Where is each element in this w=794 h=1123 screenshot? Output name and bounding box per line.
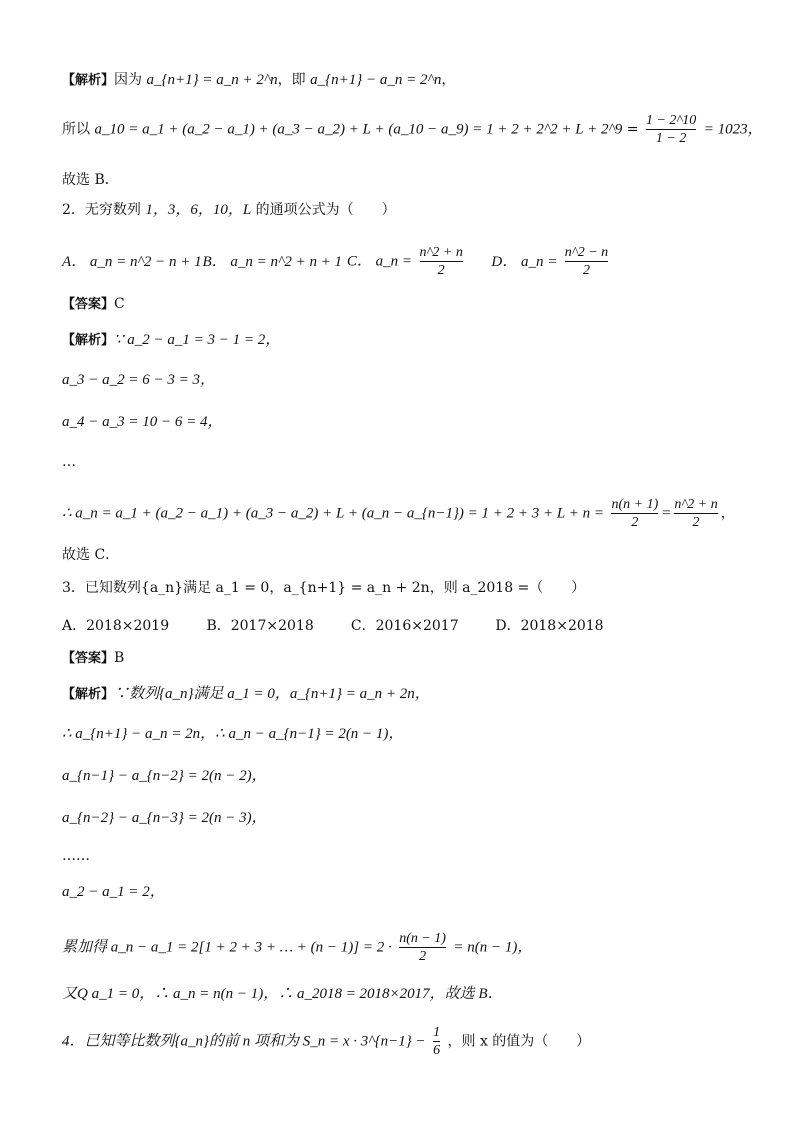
analysis-label: 【解析】 [62,687,115,702]
answer-line: 【答案】C [62,296,125,312]
option-c[interactable]: C． a_n = $\frac{n\^{}2 + n}{2}$ [346,245,463,278]
solution-line: 故选 B． [62,172,119,188]
solution-line: 【解析】∵ a_2 − a_1 = 3 − 1 = 2， [62,332,281,348]
solution-line: ∴ a_{n+1} − a_n = 2n，∴ a_n − a_{n−1} = 2(n − 1)， [62,726,404,742]
fraction: $\frac{n(n + 1)}{2}$ [611,497,659,530]
options-row [62,616,604,636]
fraction: $\frac{n\^{}2 + n}{2}$ [419,245,463,278]
option-a[interactable]: A．2018×2019 [62,618,170,634]
option-d[interactable]: D． a_n = $\frac{n\^{}2 - n}{2}$ [491,245,609,278]
fraction: $\frac{1}{6}$ [433,1025,441,1058]
analysis-label: 【解析】 [62,73,115,88]
analysis-label: 【解析】 [62,333,115,348]
fraction: $\frac{n\^{}2 + n}{2}$ [674,497,718,530]
option-d[interactable]: D．2018×2018 [495,618,604,634]
fraction: $\frac{n(n - 1)}{2}$ [399,931,446,964]
formula: a_10 = a_1 + (a_2 − a_1) + (a_3 − a_2) + L + (a_10 − a_9) = 1 + 2 + 2^2 + L + 2^9 [94,121,623,138]
solution-line: a_3 − a_2 = 6 − 3 = 3， [62,372,215,388]
solution-line: a_{n−1} − a_{n−2} = 2(n − 2)， [62,768,267,784]
answer-label: 【答案】 [62,297,115,312]
solution-line: …… [62,848,90,864]
answer-line: 【答案】B [62,650,125,666]
fraction: $\frac{1 - 2\^{}10}{1 - 2}$ [645,113,697,146]
option-b[interactable]: B．2017×2018 [206,618,314,634]
solution-line: a_2 − a_1 = 2， [62,884,165,900]
solution-line: 【解析】∵数列{a_n}满足 a_1 = 0，a_{n+1} = a_n + 2n， [62,686,430,702]
question-stem: 3．已知数列{a_n}满足 a_1 = 0，a_{n+1} = a_n + 2n，则 a_2018 =（ ） [62,580,586,596]
formula: a_{n+1} = a_n + 2^n [146,72,278,88]
formula: a_{n+1} − a_n = 2^n [310,72,442,88]
answer-label: 【答案】 [62,651,115,666]
solution-line: 累加得 a_n − a_1 = 2[1 + 2 + 3 + … + (n − 1)] = 2 · $\frac{n(n - 1)}{2}$ = n(n − 1)， [62,931,533,964]
solution-line: 所以 a_10 = a_1 + (a_2 − a_1) + (a_3 − a_2) + L + (a_10 − a_9) = 1 + 2 + 2^2 + L + 2^9 = $\frac{1 - 2\^{}10}{1 - 2}$ = 1023， [62,113,763,146]
solution-line: 【解析】因为 a_{n+1} = a_n + 2^n，即 a_{n+1} − a_n = 2^n， [62,72,456,88]
solution-line: a_4 − a_3 = 10 − 6 = 4， [62,414,223,430]
solution-line: 又Q a_1 = 0，∴ a_n = n(n − 1)，∴ a_2018 = 2018×2017，故选 B． [62,986,503,1002]
option-c[interactable]: C．2016×2017 [350,618,459,634]
options-row [62,244,611,279]
solution-line: 故选 C． [62,547,120,563]
question-stem: 2．无穷数列 1，3，6，10，L 的通项公式为（ ） [62,202,396,218]
option-b[interactable]: B． a_n = n^2 + n + 1 [202,253,343,270]
solution-line: a_{n−2} − a_{n−3} = 2(n − 3)， [62,810,267,826]
question-stem: 4．已知等比数列{a_n}的前 n 项和为 S_n = x · 3^{n−1} − $\frac{1}{6}$ ，则 x 的值为（ ） [62,1025,591,1058]
solution-line: ∴ a_n = a_1 + (a_2 − a_1) + (a_3 − a_2) + L + (a_n − a_{n−1}) = 1 + 2 + 3 + L + n = $\frac{n(n + 1)}{2}$ = $\frac{n\^{}2 + n}{2}$ ， [62,497,735,530]
option-a[interactable]: A． a_n = n^2 − n + 1 [62,253,202,270]
solution-line: … [62,454,76,470]
fraction: $\frac{n\^{}2 - n}{2}$ [564,245,609,278]
